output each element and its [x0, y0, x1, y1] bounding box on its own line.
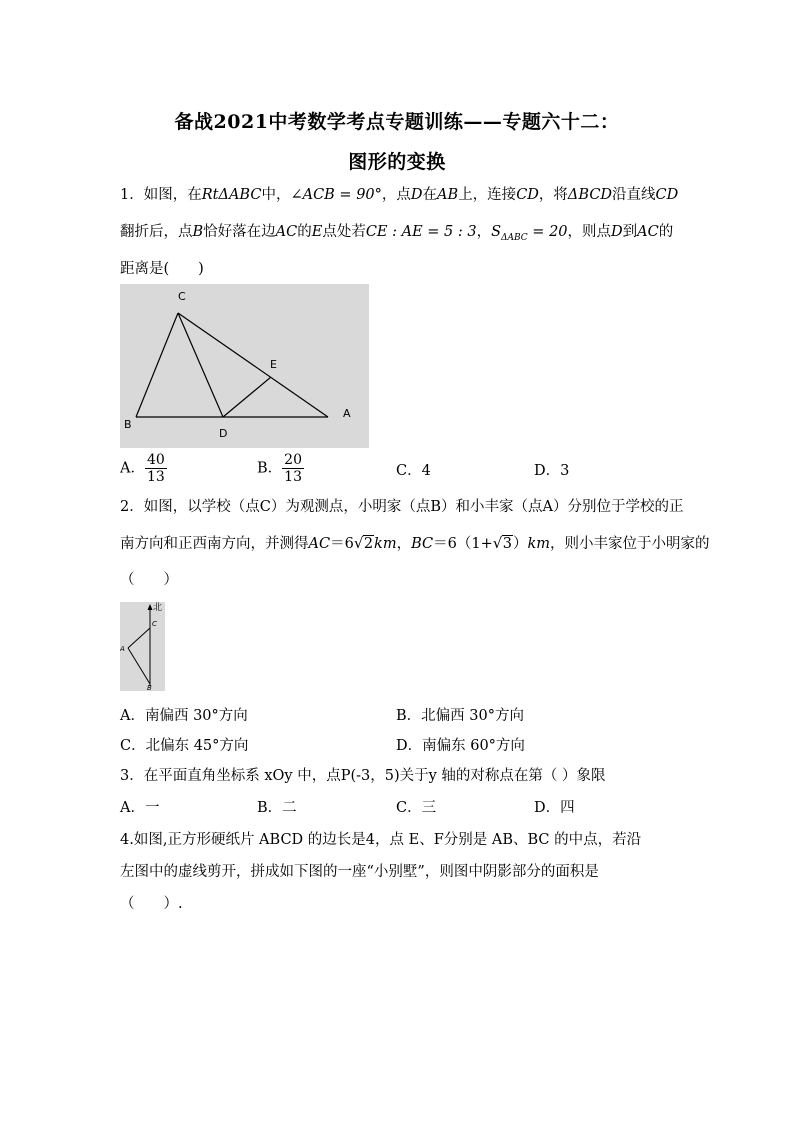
q1-option-a[interactable]: A． $\frac{40}{13}$ — [120, 452, 165, 485]
q1-triangle-figure — [120, 284, 369, 448]
q1-option-b-fraction: $\frac{20}{13}$ — [284, 452, 302, 485]
q4-line-1: 4.如图,正方形硬纸片 ABCD 的边长是4，点 E、F分别是 AB、BC 的中点，若沿 — [120, 832, 642, 848]
segment-de — [223, 377, 271, 417]
label-d: D — [219, 427, 228, 440]
q1-triangle-svg — [120, 284, 369, 448]
q4-line-2: 左图中的虚线剪开，拼成如下图的一座“小别墅”，则图中阴影部分的面积是 — [120, 864, 599, 880]
q3-option-b[interactable]: B．二 — [257, 800, 297, 816]
q1-option-b[interactable]: B． $\frac{20}{13}$ — [257, 452, 302, 485]
q2-option-a[interactable]: A．南偏西 30°方向 — [120, 708, 248, 724]
q1-option-a-fraction: $\frac{40}{13}$ — [146, 452, 165, 485]
q2-option-d[interactable]: D．南偏东 60°方向 — [396, 738, 525, 754]
q2-direction-svg — [120, 602, 165, 691]
label-b: B — [124, 418, 132, 431]
q2-line-3: （ ） — [120, 572, 178, 588]
sqrt-2: √ 2 — [354, 534, 374, 554]
label-north: 北 — [153, 603, 163, 613]
q4-line-3: （ ）. — [120, 896, 183, 912]
q2-option-c[interactable]: C．北偏东 45°方向 — [120, 738, 249, 754]
label-a: A — [343, 407, 351, 420]
q2-option-b[interactable]: B．北偏西 30°方向 — [396, 708, 524, 724]
q2-line-2: 南方向和正西南方向，并测得AC＝6√ 2km，BC＝6（1+√ 3）km，则小丰家位于小明家的 — [120, 534, 710, 554]
segment-bc — [136, 313, 178, 417]
q1-option-c[interactable]: C．4 — [396, 463, 431, 479]
north-arrow-icon — [148, 604, 153, 610]
q3-line-1: 3．在平面直角坐标系 xOy 中，点P(-3，5)关于y 轴的对称点在第（ ）象限 — [120, 768, 606, 784]
q1-option-d[interactable]: D．3 — [534, 463, 570, 479]
q1-line-3: 距离是( ) — [120, 261, 204, 277]
q2-line-1: 2．如图，以学校（点C）为观测点，小明家（点B）和小丰家（点A）分别位于学校的正 — [120, 499, 684, 515]
label-c: C — [152, 620, 157, 628]
label-a: A — [120, 645, 125, 653]
sqrt-3: √ 3 — [493, 534, 513, 554]
q1-line-1: 1．如图，在RtΔABC中，∠ACB = 90°，点D在AB上，连接CD，将ΔBCD沿直线CD — [120, 187, 679, 203]
segment-ab — [128, 648, 150, 684]
q2-direction-figure — [120, 602, 165, 691]
segment-ca — [128, 628, 150, 648]
q3-option-d[interactable]: D．四 — [534, 800, 575, 816]
label-b: B — [147, 684, 152, 691]
q3-option-a[interactable]: A．一 — [120, 800, 160, 816]
label-c: C — [178, 290, 186, 303]
title-line-2: 图形的变换 — [348, 151, 446, 173]
q3-option-c[interactable]: C．三 — [396, 800, 437, 816]
label-e: E — [270, 358, 277, 371]
title-line-1: 备战2021中考数学考点专题训练——专题六十二： — [174, 111, 620, 133]
q1-line-2: 翻折后，点B恰好落在边AC的E点处若CE : AE = 5 : 3，$S_{\Delta ABC} = 20$，则点D到AC的 — [120, 224, 674, 243]
